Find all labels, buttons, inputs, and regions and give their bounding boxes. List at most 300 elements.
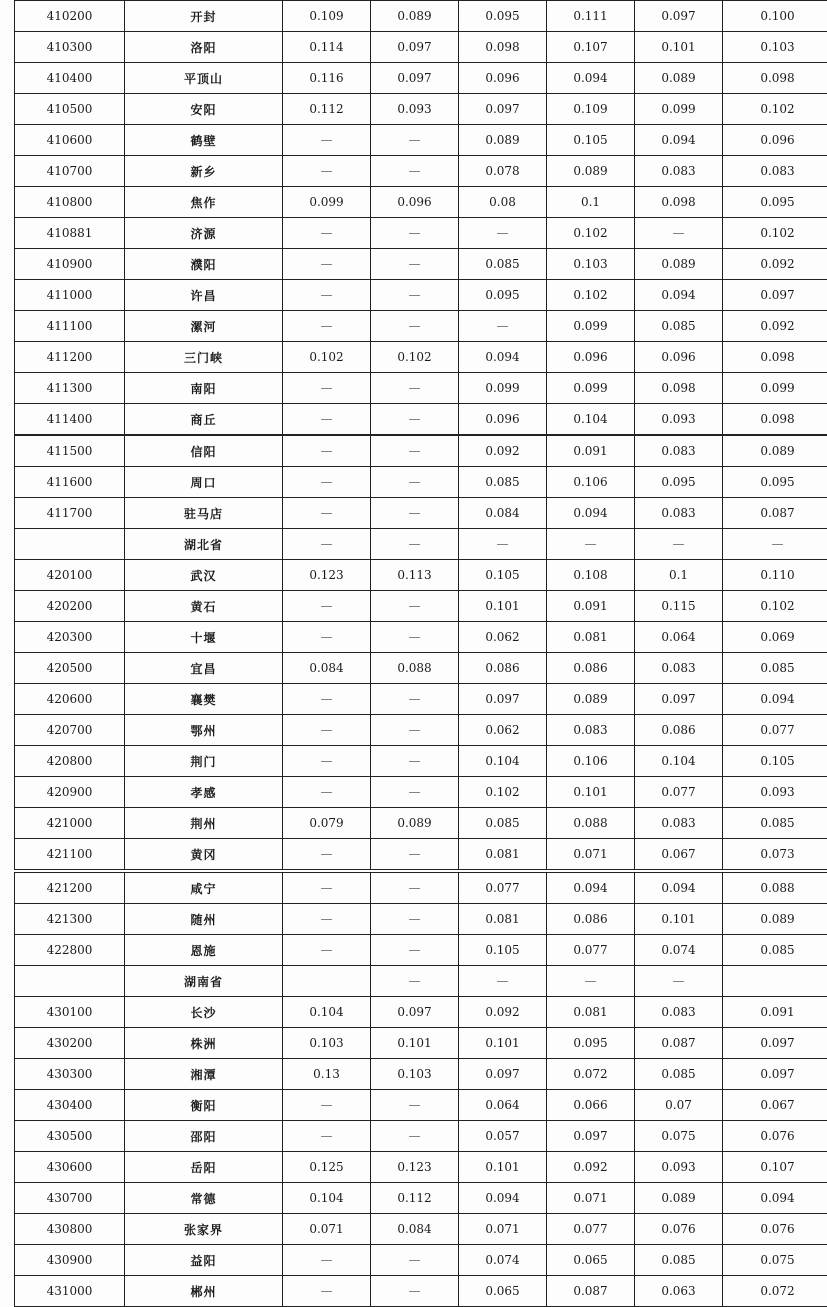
- value-cell: 0.116: [283, 63, 371, 94]
- table-row: [15, 1183, 827, 1214]
- value-cell: 0.057: [459, 1121, 547, 1152]
- value-cell: 0.087: [723, 498, 827, 529]
- value-cell: 0.075: [635, 1121, 723, 1152]
- city-name-cell: 长沙: [125, 997, 283, 1028]
- value-cell: —: [371, 404, 459, 435]
- value-cell: 0.099: [459, 373, 547, 404]
- value-cell: —: [283, 125, 371, 156]
- region-code-cell: 410500: [15, 94, 125, 125]
- table-row: [15, 560, 827, 591]
- value-cell: 0.089: [723, 904, 827, 935]
- value-cell: 0.101: [459, 1028, 547, 1059]
- region-code-cell: 430800: [15, 1214, 125, 1245]
- value-cell: 0.095: [459, 1, 547, 32]
- value-cell: —: [283, 839, 371, 870]
- value-cell: 0.077: [547, 1214, 635, 1245]
- value-cell: —: [635, 218, 723, 249]
- value-cell: 0.100: [723, 1, 827, 32]
- value-cell: —: [283, 1245, 371, 1276]
- city-name-cell: 宜昌: [125, 653, 283, 684]
- table-row: [15, 404, 827, 435]
- value-cell: 0.078: [459, 156, 547, 187]
- value-cell: —: [283, 873, 371, 904]
- value-cell: 0.094: [459, 1183, 547, 1214]
- table-row: [15, 498, 827, 529]
- value-cell: 0.125: [283, 1152, 371, 1183]
- value-cell: 0.088: [371, 653, 459, 684]
- city-name-cell: 常德: [125, 1183, 283, 1214]
- region-code-cell: 430600: [15, 1152, 125, 1183]
- table-row: [15, 746, 827, 777]
- value-cell: 0.097: [635, 1, 723, 32]
- region-code-cell: 411400: [15, 404, 125, 435]
- value-cell: 0.075: [723, 1245, 827, 1276]
- value-cell: 0.109: [283, 1, 371, 32]
- value-cell: 0.102: [723, 94, 827, 125]
- region-code-cell: 430200: [15, 1028, 125, 1059]
- value-cell: 0.097: [459, 1059, 547, 1090]
- city-name-cell: 孝感: [125, 777, 283, 808]
- region-code-cell: [15, 966, 125, 997]
- value-cell: 0.085: [635, 1059, 723, 1090]
- value-cell: 0.104: [283, 997, 371, 1028]
- region-code-cell: 410300: [15, 32, 125, 63]
- value-cell: 0.107: [723, 1152, 827, 1183]
- value-cell: —: [371, 684, 459, 715]
- value-cell: 0.063: [635, 1276, 723, 1307]
- city-name-cell: 恩施: [125, 935, 283, 966]
- value-cell: —: [371, 715, 459, 746]
- value-cell: 0.062: [459, 715, 547, 746]
- city-name-cell: 黄冈: [125, 839, 283, 870]
- value-cell: 0.091: [723, 997, 827, 1028]
- value-cell: 0.104: [459, 746, 547, 777]
- value-cell: 0.085: [723, 935, 827, 966]
- value-cell: 0.079: [283, 808, 371, 839]
- value-cell: 0.083: [635, 653, 723, 684]
- value-cell: 0.115: [635, 591, 723, 622]
- city-name-cell: 衡阳: [125, 1090, 283, 1121]
- city-name-cell: 驻马店: [125, 498, 283, 529]
- region-code-cell: 411200: [15, 342, 125, 373]
- value-cell: —: [459, 218, 547, 249]
- value-cell: 0.086: [635, 715, 723, 746]
- table-row: [15, 436, 827, 467]
- region-code-cell: 430400: [15, 1090, 125, 1121]
- value-cell: —: [371, 498, 459, 529]
- region-code-cell: 410200: [15, 1, 125, 32]
- value-cell: —: [283, 373, 371, 404]
- value-cell: 0.062: [459, 622, 547, 653]
- value-cell: 0.074: [459, 1245, 547, 1276]
- table-block-3: [14, 872, 827, 1307]
- value-cell: 0.110: [723, 560, 827, 591]
- value-cell: 0.099: [723, 373, 827, 404]
- value-cell: 0.101: [459, 591, 547, 622]
- value-cell: 0.101: [459, 1152, 547, 1183]
- value-cell: —: [283, 467, 371, 498]
- value-cell: 0.103: [723, 32, 827, 63]
- region-code-cell: 420500: [15, 653, 125, 684]
- value-cell: —: [371, 218, 459, 249]
- value-cell: 0.091: [547, 436, 635, 467]
- value-cell: 0.103: [283, 1028, 371, 1059]
- city-name-cell: 濮阳: [125, 249, 283, 280]
- value-cell: 0.102: [723, 218, 827, 249]
- region-code-cell: 421100: [15, 839, 125, 870]
- value-cell: 0.071: [547, 839, 635, 870]
- region-code-cell: 430900: [15, 1245, 125, 1276]
- region-code-cell: [15, 529, 125, 560]
- city-name-cell: 鄂州: [125, 715, 283, 746]
- value-cell: 0.085: [459, 808, 547, 839]
- value-cell: 0.096: [459, 63, 547, 94]
- city-name-cell: 开封: [125, 1, 283, 32]
- value-cell: —: [723, 529, 827, 560]
- city-name-cell: 咸宁: [125, 873, 283, 904]
- value-cell: 0.096: [635, 342, 723, 373]
- region-code-cell: 430300: [15, 1059, 125, 1090]
- city-name-cell: 湘潭: [125, 1059, 283, 1090]
- region-code-cell: 420700: [15, 715, 125, 746]
- value-cell: 0.081: [459, 839, 547, 870]
- city-name-cell: 荆州: [125, 808, 283, 839]
- region-code-cell: 411600: [15, 467, 125, 498]
- city-name-cell: 黄石: [125, 591, 283, 622]
- value-cell: 0.086: [459, 653, 547, 684]
- value-cell: 0.095: [459, 280, 547, 311]
- value-cell: 0.071: [459, 1214, 547, 1245]
- value-cell: 0.095: [547, 1028, 635, 1059]
- city-name-cell: 武汉: [125, 560, 283, 591]
- value-cell: 0.095: [723, 467, 827, 498]
- value-cell: 0.097: [459, 684, 547, 715]
- value-cell: 0.098: [723, 63, 827, 94]
- value-cell: 0.07: [635, 1090, 723, 1121]
- value-cell: 0.103: [371, 1059, 459, 1090]
- value-cell: 0.085: [635, 1245, 723, 1276]
- value-cell: —: [283, 436, 371, 467]
- city-name-cell: 郴州: [125, 1276, 283, 1307]
- city-name-cell: 周口: [125, 467, 283, 498]
- city-name-cell: 洛阳: [125, 32, 283, 63]
- table-row: [15, 684, 827, 715]
- value-cell: 0.097: [459, 94, 547, 125]
- table-row: [15, 653, 827, 684]
- region-code-cell: 431000: [15, 1276, 125, 1307]
- value-cell: 0.104: [635, 746, 723, 777]
- value-cell: —: [283, 1276, 371, 1307]
- value-cell: 0.065: [459, 1276, 547, 1307]
- city-name-cell: 平顶山: [125, 63, 283, 94]
- table-row: [15, 63, 827, 94]
- value-cell: —: [283, 904, 371, 935]
- value-cell: 0.097: [723, 1059, 827, 1090]
- value-cell: 0.105: [459, 935, 547, 966]
- value-cell: 0.106: [547, 746, 635, 777]
- value-cell: 0.084: [371, 1214, 459, 1245]
- table-row: [15, 1245, 827, 1276]
- value-cell: 0.099: [547, 373, 635, 404]
- value-cell: 0.096: [723, 125, 827, 156]
- value-cell: 0.105: [723, 746, 827, 777]
- value-cell: 0.096: [547, 342, 635, 373]
- value-cell: 0.064: [459, 1090, 547, 1121]
- value-cell: —: [459, 311, 547, 342]
- value-cell: 0.097: [635, 684, 723, 715]
- table-row: [15, 218, 827, 249]
- region-code-cell: 430500: [15, 1121, 125, 1152]
- city-name-cell: 益阳: [125, 1245, 283, 1276]
- region-code-cell: 422800: [15, 935, 125, 966]
- value-cell: 0.064: [635, 622, 723, 653]
- value-cell: 0.1: [547, 187, 635, 218]
- value-cell: 0.102: [459, 777, 547, 808]
- value-cell: 0.094: [635, 125, 723, 156]
- city-name-cell: 岳阳: [125, 1152, 283, 1183]
- value-cell: —: [371, 746, 459, 777]
- value-cell: 0.097: [547, 1121, 635, 1152]
- table-row: [15, 311, 827, 342]
- value-cell: 0.077: [723, 715, 827, 746]
- region-code-cell: 420900: [15, 777, 125, 808]
- value-cell: 0.099: [283, 187, 371, 218]
- value-cell: —: [371, 622, 459, 653]
- value-cell: 0.066: [547, 1090, 635, 1121]
- value-cell: 0.071: [283, 1214, 371, 1245]
- value-cell: 0.111: [547, 1, 635, 32]
- table-row: [15, 873, 827, 904]
- value-cell: —: [371, 1276, 459, 1307]
- city-name-cell: 株洲: [125, 1028, 283, 1059]
- value-cell: 0.092: [723, 249, 827, 280]
- value-cell: 0.097: [371, 63, 459, 94]
- region-code-cell: 430700: [15, 1183, 125, 1214]
- value-cell: —: [371, 125, 459, 156]
- region-code-cell: 410600: [15, 125, 125, 156]
- city-name-cell: 漯河: [125, 311, 283, 342]
- value-cell: 0.106: [547, 467, 635, 498]
- value-cell: 0.089: [547, 156, 635, 187]
- value-cell: 0.096: [459, 404, 547, 435]
- value-cell: —: [635, 966, 723, 997]
- table-row: [15, 808, 827, 839]
- value-cell: 0.092: [723, 311, 827, 342]
- value-cell: —: [283, 715, 371, 746]
- value-cell: 0.084: [459, 498, 547, 529]
- value-cell: 0.065: [547, 1245, 635, 1276]
- table-row: [15, 997, 827, 1028]
- value-cell: —: [371, 436, 459, 467]
- value-cell: —: [371, 777, 459, 808]
- value-cell: —: [371, 1090, 459, 1121]
- table-row: [15, 777, 827, 808]
- value-cell: 0.071: [547, 1183, 635, 1214]
- value-cell: 0.105: [547, 125, 635, 156]
- table-row: [15, 904, 827, 935]
- province-name-cell: 湖南省: [125, 966, 283, 997]
- value-cell: 0.098: [459, 32, 547, 63]
- table-row: [15, 373, 827, 404]
- value-cell: —: [283, 935, 371, 966]
- city-name-cell: 安阳: [125, 94, 283, 125]
- value-cell: 0.108: [547, 560, 635, 591]
- city-name-cell: 新乡: [125, 156, 283, 187]
- value-cell: 0.089: [635, 63, 723, 94]
- value-cell: 0.098: [723, 342, 827, 373]
- value-cell: 0.089: [371, 1, 459, 32]
- value-cell: 0.094: [459, 342, 547, 373]
- table-row: [15, 529, 827, 560]
- region-code-cell: 420200: [15, 591, 125, 622]
- region-code-cell: 430100: [15, 997, 125, 1028]
- value-cell: 0.084: [283, 653, 371, 684]
- value-cell: 0.076: [723, 1214, 827, 1245]
- value-cell: —: [283, 529, 371, 560]
- value-cell: 0.076: [635, 1214, 723, 1245]
- region-code-cell: 411300: [15, 373, 125, 404]
- table-row: [15, 1214, 827, 1245]
- table-row: [15, 1059, 827, 1090]
- value-cell: 0.102: [371, 342, 459, 373]
- city-name-cell: 焦作: [125, 187, 283, 218]
- value-cell: 0.123: [283, 560, 371, 591]
- value-cell: 0.098: [635, 187, 723, 218]
- value-cell: 0.093: [371, 94, 459, 125]
- value-cell: 0.089: [547, 684, 635, 715]
- city-name-cell: 许昌: [125, 280, 283, 311]
- value-cell: 0.102: [547, 218, 635, 249]
- value-cell: —: [371, 839, 459, 870]
- value-cell: —: [371, 904, 459, 935]
- value-cell: 0.073: [723, 839, 827, 870]
- value-cell: 0.089: [635, 249, 723, 280]
- value-cell: —: [371, 591, 459, 622]
- value-cell: 0.096: [371, 187, 459, 218]
- value-cell: —: [283, 249, 371, 280]
- region-code-cell: 420100: [15, 560, 125, 591]
- value-cell: 0.072: [547, 1059, 635, 1090]
- value-cell: —: [635, 529, 723, 560]
- table-row: [15, 591, 827, 622]
- table-row: [15, 32, 827, 63]
- value-cell: 0.093: [723, 777, 827, 808]
- value-cell: —: [283, 591, 371, 622]
- value-cell: 0.091: [547, 591, 635, 622]
- value-cell: —: [371, 467, 459, 498]
- value-cell: 0.069: [723, 622, 827, 653]
- province-name-cell: 湖北省: [125, 529, 283, 560]
- value-cell: 0.092: [547, 1152, 635, 1183]
- value-cell: 0.113: [371, 560, 459, 591]
- value-cell: —: [371, 280, 459, 311]
- region-code-cell: 410700: [15, 156, 125, 187]
- value-cell: 0.085: [723, 653, 827, 684]
- value-cell: 0.095: [723, 187, 827, 218]
- value-cell: 0.076: [723, 1121, 827, 1152]
- value-cell: —: [371, 373, 459, 404]
- value-cell: —: [283, 156, 371, 187]
- value-cell: —: [283, 1090, 371, 1121]
- value-cell: 0.101: [547, 777, 635, 808]
- city-name-cell: 三门峡: [125, 342, 283, 373]
- value-cell: —: [371, 935, 459, 966]
- value-cell: 0.081: [459, 904, 547, 935]
- value-cell: 0.101: [635, 904, 723, 935]
- city-name-cell: 张家界: [125, 1214, 283, 1245]
- value-cell: 0.077: [635, 777, 723, 808]
- value-cell: —: [283, 404, 371, 435]
- value-cell: 0.097: [723, 280, 827, 311]
- table-row: [15, 1276, 827, 1307]
- value-cell: —: [283, 311, 371, 342]
- value-cell: —: [547, 529, 635, 560]
- value-cell: —: [371, 966, 459, 997]
- value-cell: 0.094: [635, 873, 723, 904]
- table-row: [15, 1152, 827, 1183]
- value-cell: —: [547, 966, 635, 997]
- value-cell: 0.094: [723, 684, 827, 715]
- value-cell: 0.097: [371, 32, 459, 63]
- table-block-1: [14, 0, 827, 435]
- value-cell: —: [371, 249, 459, 280]
- region-code-cell: 420300: [15, 622, 125, 653]
- value-cell: 0.067: [635, 839, 723, 870]
- value-cell: 0.1: [635, 560, 723, 591]
- table-row: [15, 715, 827, 746]
- region-code-cell: 420800: [15, 746, 125, 777]
- value-cell: —: [283, 498, 371, 529]
- city-name-cell: 济源: [125, 218, 283, 249]
- city-name-cell: 邵阳: [125, 1121, 283, 1152]
- value-cell: —: [371, 529, 459, 560]
- region-code-cell: 411500: [15, 436, 125, 467]
- value-cell: 0.085: [459, 467, 547, 498]
- value-cell: —: [283, 218, 371, 249]
- value-cell: 0.074: [635, 935, 723, 966]
- value-cell: 0.083: [635, 156, 723, 187]
- value-cell: —: [283, 684, 371, 715]
- table-block-2: [14, 435, 827, 870]
- value-cell: —: [283, 622, 371, 653]
- value-cell: 0.081: [547, 622, 635, 653]
- value-cell: 0.089: [459, 125, 547, 156]
- value-cell: 0.088: [547, 808, 635, 839]
- value-cell: 0.123: [371, 1152, 459, 1183]
- table-row: [15, 1, 827, 32]
- value-cell: 0.085: [635, 311, 723, 342]
- value-cell: 0.094: [635, 280, 723, 311]
- table-row: [15, 125, 827, 156]
- value-cell: —: [283, 746, 371, 777]
- city-name-cell: 襄樊: [125, 684, 283, 715]
- value-cell: —: [371, 1121, 459, 1152]
- value-cell: 0.101: [371, 1028, 459, 1059]
- city-name-cell: 商丘: [125, 404, 283, 435]
- value-cell: 0.083: [635, 997, 723, 1028]
- value-cell: 0.101: [635, 32, 723, 63]
- value-cell: 0.089: [723, 436, 827, 467]
- value-cell: 0.077: [459, 873, 547, 904]
- region-code-cell: 421200: [15, 873, 125, 904]
- value-cell: 0.114: [283, 32, 371, 63]
- region-code-cell: 410400: [15, 63, 125, 94]
- table-row: [15, 249, 827, 280]
- value-cell: 0.086: [547, 904, 635, 935]
- value-cell: 0.093: [635, 404, 723, 435]
- value-cell: 0.086: [547, 653, 635, 684]
- city-name-cell: 鹤壁: [125, 125, 283, 156]
